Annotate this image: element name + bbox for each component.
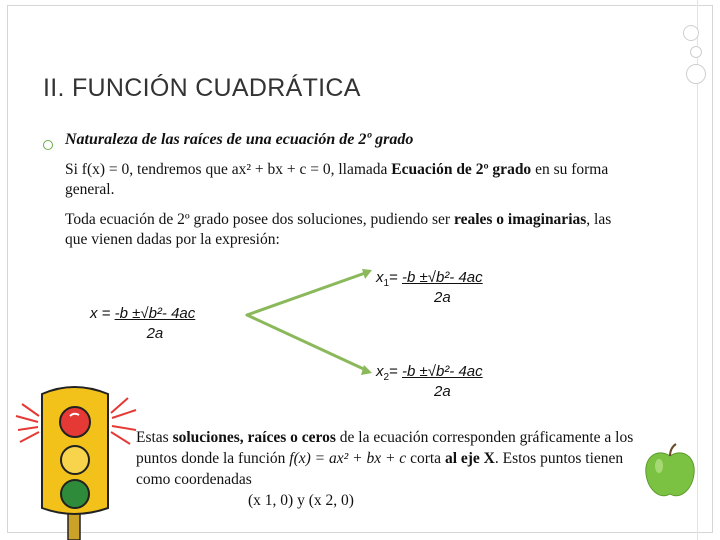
page-title: II. FUNCIÓN CUADRÁTICA [43, 74, 361, 102]
coordinates-text: (x 1, 0) y (x 2, 0) [248, 492, 354, 509]
section-heading: Naturaleza de las raíces de una ecuación de 2º grado [65, 131, 414, 148]
formula-main: x = $\frac{\text{-b ±√b²- 4ac}}{2a}$ [90, 305, 196, 342]
formula-x2: $x_2=$ $\frac{\text{-b ±√b²- 4ac}}{2a}$ [376, 363, 483, 400]
paragraph-1: Si f(x) = 0, tendremos que ax² + bx + c = 0, llamada Ecuación de 2º grado en su forma general. [65, 161, 609, 198]
traffic-light-icon [12, 380, 142, 540]
apple-icon [640, 442, 700, 502]
paragraph-3: Estas soluciones, raíces o ceros de la ecuación corresponden gráficamente a los puntos donde la función f(x) = ax² + bx + c corta al eje X. Estos puntos tienen como coordenadas (x 1, 0) y (x 2, 0) [136, 427, 636, 511]
formula-x1: $x_1=$ $\frac{\text{-b ±√b²- 4ac}}{2a}$ [376, 269, 483, 306]
paragraph-2: Toda ecuación de 2º grado posee dos soluciones, pudiendo ser reales o imaginarias, las que vienen dadas por la expresión: [65, 211, 612, 248]
